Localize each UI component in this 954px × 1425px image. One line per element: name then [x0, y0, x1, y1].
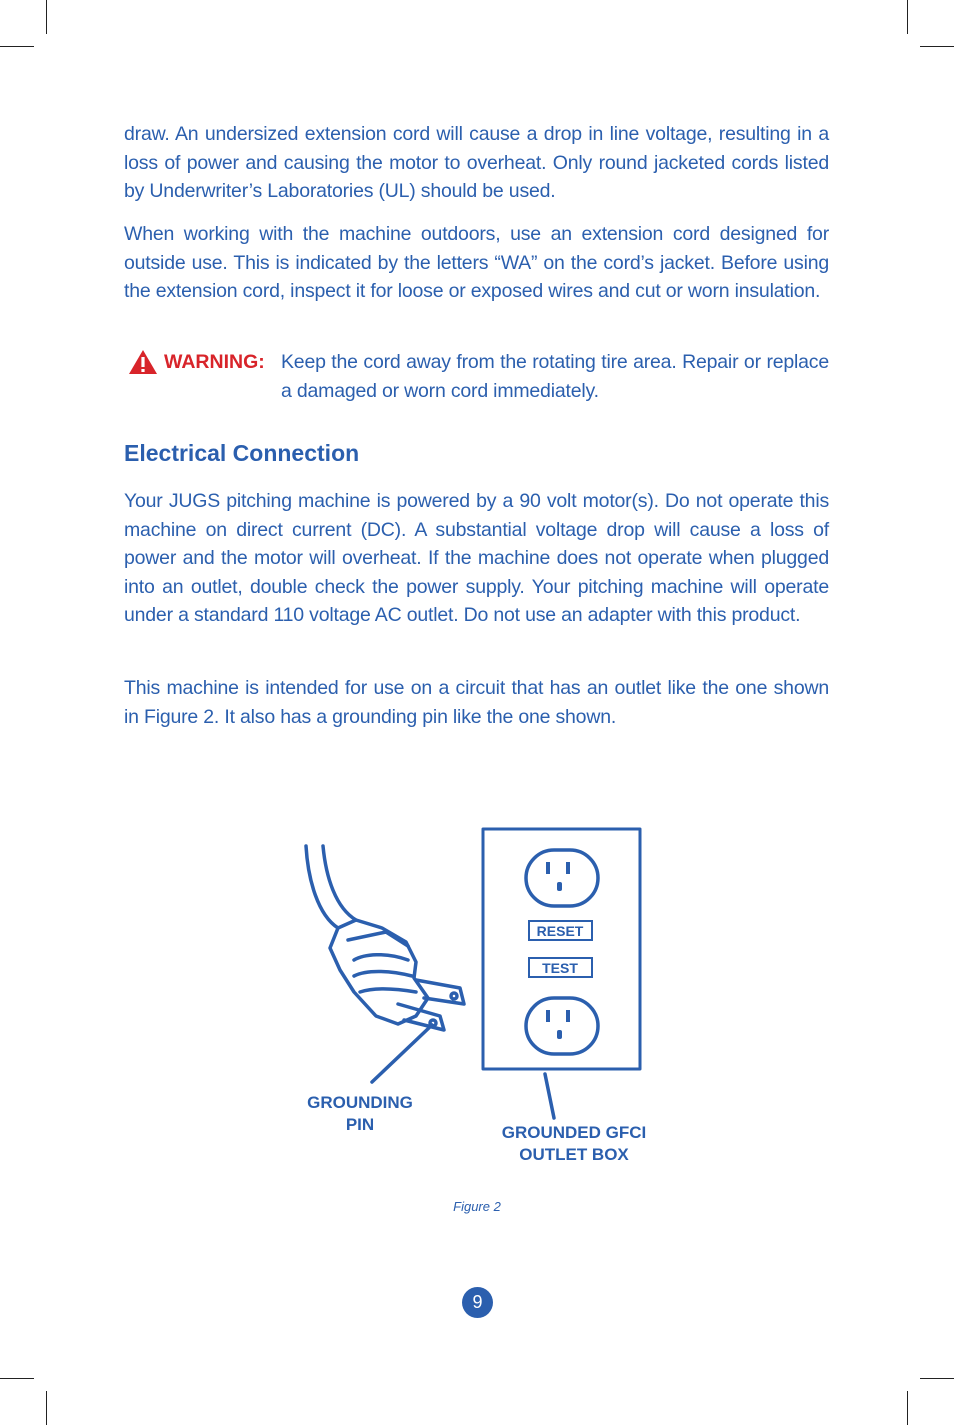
crop-mark — [46, 0, 47, 34]
crop-mark — [920, 1378, 954, 1379]
warning-block — [124, 348, 829, 408]
test-label: TEST — [542, 960, 578, 976]
warning-triangle-icon — [128, 349, 158, 375]
warning-label: WARNING: — [164, 351, 265, 373]
crop-mark — [907, 0, 908, 34]
crop-mark — [0, 46, 34, 47]
paragraph-outdoor-use: When working with the machine outdoors, use an extension cord designed for outside use. This is indicated by the letters “WA” on the cord’s jacket. Before using the extension cord, inspect it for loose or exposed wires and cut or worn insulation. — [124, 223, 829, 302]
grounding-pin-label-2: PIN — [345, 1115, 375, 1134]
plug-outlet-illustration — [290, 820, 670, 1180]
section-heading: Electrical Connection — [124, 440, 360, 466]
outlet-box-label-2: OUTLET BOX — [519, 1145, 629, 1164]
crop-mark — [920, 46, 954, 47]
grounding-pin-label: GROUNDING — [307, 1093, 413, 1112]
outlet-box-label: GROUNDED GFCI — [501, 1123, 647, 1142]
warning-text: Keep the cord away from the rotating tire area. Repair or replace a damaged or worn cord immediately. — [281, 351, 829, 402]
paragraph-power-requirements: Your JUGS pitching machine is powered by a 90 volt motor(s). Do not operate this machine on direct current (DC). A substantial voltage drop will cause a loss of power and the motor will overheat. If the machine does not operate when plugged into an outlet, double check the power supply. Your pitching machine will operate under a standard 110 voltage AC outlet. Do not use an adapter with this product. — [124, 490, 829, 626]
paragraph-extension-cord: draw. An undersized extension cord will cause a drop in line voltage, resulting in a loss of power and causing the motor to overheat. Only round jacketed cords listed by Underwriter’s Laboratories (UL) should be used. — [124, 123, 829, 202]
crop-mark — [0, 1378, 34, 1379]
figure-caption: Figure 2 — [453, 1199, 501, 1214]
paragraph-outlet-info: This machine is intended for use on a circuit that has an outlet like the one shown in Figure 2. It also has a grounding pin like the one shown. — [124, 677, 829, 728]
page-number-badge: 9 — [462, 1287, 493, 1318]
reset-label: RESET — [536, 923, 584, 939]
crop-mark — [907, 1391, 908, 1425]
crop-mark — [46, 1391, 47, 1425]
